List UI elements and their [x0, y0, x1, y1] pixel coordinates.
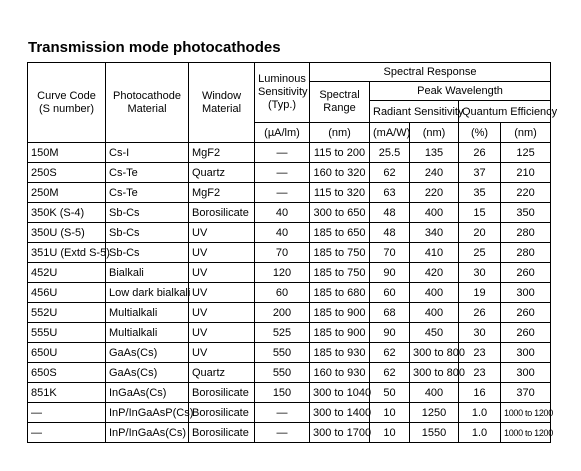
table-row	[28, 243, 551, 263]
table-row	[28, 383, 551, 403]
cell-window-material: MgF2	[189, 143, 255, 163]
cell-qe-peak-wavelength: 220	[501, 183, 551, 203]
cell-rs-peak-wavelength: 300 to 800	[410, 343, 459, 363]
cell-spectral-range: 160 to 930	[310, 363, 370, 383]
header-qe-unit-nm: (nm)	[501, 123, 551, 143]
cell-luminous-sensitivity: 200	[255, 303, 310, 323]
cell-quantum-efficiency: 23	[459, 363, 501, 383]
cell-curve-code: —	[28, 423, 106, 443]
cell-spectral-range: 185 to 750	[310, 263, 370, 283]
cell-curve-code: 552U	[28, 303, 106, 323]
cell-radiant-sensitivity: 70	[370, 243, 410, 263]
cell-spectral-range: 115 to 320	[310, 183, 370, 203]
cell-spectral-range: 115 to 200	[310, 143, 370, 163]
cell-qe-peak-wavelength: 260	[501, 303, 551, 323]
cell-window-material: Borosilicate	[189, 203, 255, 223]
cell-quantum-efficiency: 19	[459, 283, 501, 303]
cell-spectral-range: 300 to 1040	[310, 383, 370, 403]
cell-qe-peak-wavelength: 300	[501, 363, 551, 383]
cell-qe-peak-wavelength: 125	[501, 143, 551, 163]
cell-rs-peak-wavelength: 450	[410, 323, 459, 343]
cell-photocathode-material: Sb-Cs	[106, 243, 189, 263]
cell-radiant-sensitivity: 68	[370, 303, 410, 323]
cell-qe-peak-wavelength: 350	[501, 203, 551, 223]
cell-window-material: Borosilicate	[189, 383, 255, 403]
cell-qe-peak-wavelength: 280	[501, 243, 551, 263]
cell-luminous-sensitivity: 120	[255, 263, 310, 283]
cell-qe-peak-wavelength: 260	[501, 323, 551, 343]
cell-rs-peak-wavelength: 400	[410, 303, 459, 323]
header-spectral-response: Spectral Response	[310, 63, 551, 82]
cell-spectral-range: 185 to 900	[310, 303, 370, 323]
cell-spectral-range: 185 to 900	[310, 323, 370, 343]
cell-photocathode-material: Multialkali	[106, 323, 189, 343]
table-body	[28, 143, 551, 443]
cell-quantum-efficiency: 30	[459, 263, 501, 283]
cell-photocathode-material: Multialkali	[106, 303, 189, 323]
cell-window-material: Borosilicate	[189, 403, 255, 423]
cell-spectral-range: 185 to 650	[310, 223, 370, 243]
table-row	[28, 183, 551, 203]
cell-curve-code: 452U	[28, 263, 106, 283]
cell-curve-code: 351U (Extd S-5)	[28, 243, 106, 263]
cell-radiant-sensitivity: 90	[370, 263, 410, 283]
cell-luminous-sensitivity: 70	[255, 243, 310, 263]
table-row	[28, 263, 551, 283]
cell-quantum-efficiency: 35	[459, 183, 501, 203]
cell-photocathode-material: InP/InGaAs(Cs)	[106, 423, 189, 443]
cell-quantum-efficiency: 26	[459, 303, 501, 323]
cell-spectral-range: 300 to 1700	[310, 423, 370, 443]
cell-qe-peak-wavelength: 300	[501, 283, 551, 303]
header-radiant-sensitivity: Radiant Sensitivity	[370, 101, 459, 123]
cell-rs-peak-wavelength: 1550	[410, 423, 459, 443]
cell-radiant-sensitivity: 10	[370, 423, 410, 443]
cell-qe-peak-wavelength: 260	[501, 263, 551, 283]
cell-radiant-sensitivity: 50	[370, 383, 410, 403]
cell-luminous-sensitivity: 40	[255, 223, 310, 243]
cell-window-material: UV	[189, 303, 255, 323]
cell-curve-code: 650U	[28, 343, 106, 363]
cell-quantum-efficiency: 1.0	[459, 423, 501, 443]
cell-radiant-sensitivity: 90	[370, 323, 410, 343]
cell-window-material: UV	[189, 243, 255, 263]
cell-window-material: UV	[189, 283, 255, 303]
cell-radiant-sensitivity: 62	[370, 363, 410, 383]
cell-quantum-efficiency: 16	[459, 383, 501, 403]
cell-quantum-efficiency: 15	[459, 203, 501, 223]
cell-spectral-range: 185 to 680	[310, 283, 370, 303]
cell-quantum-efficiency: 25	[459, 243, 501, 263]
cell-photocathode-material: Low dark bialkali	[106, 283, 189, 303]
header-rs-unit-nm: (nm)	[410, 123, 459, 143]
cell-photocathode-material: Sb-Cs	[106, 223, 189, 243]
cell-radiant-sensitivity: 48	[370, 203, 410, 223]
cell-curve-code: 851K	[28, 383, 106, 403]
page-title: Transmission mode photocathodes	[28, 39, 281, 56]
header-luminous-sensitivity: Luminous Sensitivity (Typ.)	[255, 63, 310, 123]
cell-quantum-efficiency: 30	[459, 323, 501, 343]
table-row	[28, 223, 551, 243]
cell-rs-peak-wavelength: 400	[410, 203, 459, 223]
table-row	[28, 363, 551, 383]
header-photocathode-material: Photocathode Material	[106, 63, 189, 143]
cell-curve-code: 250M	[28, 183, 106, 203]
cell-qe-peak-wavelength: 210	[501, 163, 551, 183]
cell-luminous-sensitivity: —	[255, 143, 310, 163]
cell-rs-peak-wavelength: 240	[410, 163, 459, 183]
cell-radiant-sensitivity: 62	[370, 343, 410, 363]
cell-rs-peak-wavelength: 1250	[410, 403, 459, 423]
header-peak-wavelength: Peak Wavelength	[370, 82, 551, 101]
cell-photocathode-material: Cs-I	[106, 143, 189, 163]
cell-photocathode-material: Sb-Cs	[106, 203, 189, 223]
header-rs-unit-ma-w: (mA/W)	[370, 123, 410, 143]
cell-rs-peak-wavelength: 220	[410, 183, 459, 203]
cell-spectral-range: 300 to 1400	[310, 403, 370, 423]
cell-curve-code: 555U	[28, 323, 106, 343]
cell-photocathode-material: InGaAs(Cs)	[106, 383, 189, 403]
cell-luminous-sensitivity: —	[255, 423, 310, 443]
cell-luminous-sensitivity: 60	[255, 283, 310, 303]
cell-spectral-range: 185 to 750	[310, 243, 370, 263]
header-qe-unit-percent: (%)	[459, 123, 501, 143]
cell-photocathode-material: InP/InGaAsP(Cs)	[106, 403, 189, 423]
cell-photocathode-material: Bialkali	[106, 263, 189, 283]
cell-luminous-sensitivity: —	[255, 183, 310, 203]
cell-rs-peak-wavelength: 300 to 800	[410, 363, 459, 383]
header-spectral-range-unit: (nm)	[310, 123, 370, 143]
cell-quantum-efficiency: 20	[459, 223, 501, 243]
table-row	[28, 303, 551, 323]
cell-radiant-sensitivity: 60	[370, 283, 410, 303]
cell-window-material: Quartz	[189, 163, 255, 183]
cell-window-material: MgF2	[189, 183, 255, 203]
cell-window-material: UV	[189, 263, 255, 283]
cell-qe-peak-wavelength: 370	[501, 383, 551, 403]
cell-curve-code: —	[28, 403, 106, 423]
cell-rs-peak-wavelength: 420	[410, 263, 459, 283]
table-row	[28, 423, 551, 443]
cell-luminous-sensitivity: 40	[255, 203, 310, 223]
cell-window-material: UV	[189, 343, 255, 363]
cell-quantum-efficiency: 26	[459, 143, 501, 163]
cell-luminous-sensitivity: 550	[255, 363, 310, 383]
header-luminous-unit: (µA/lm)	[255, 123, 310, 143]
cell-window-material: Quartz	[189, 363, 255, 383]
cell-luminous-sensitivity: 550	[255, 343, 310, 363]
cell-curve-code: 250S	[28, 163, 106, 183]
table-row	[28, 283, 551, 303]
table-row	[28, 343, 551, 363]
table-row	[28, 143, 551, 163]
table-row	[28, 163, 551, 183]
cell-spectral-range: 300 to 650	[310, 203, 370, 223]
cell-curve-code: 350U (S-5)	[28, 223, 106, 243]
cell-quantum-efficiency: 37	[459, 163, 501, 183]
cell-curve-code: 150M	[28, 143, 106, 163]
cell-photocathode-material: Cs-Te	[106, 183, 189, 203]
cell-photocathode-material: GaAs(Cs)	[106, 363, 189, 383]
cell-qe-peak-wavelength: 1000 to 1200	[501, 423, 551, 443]
header-quantum-efficiency: Quantum Efficiency	[459, 101, 551, 123]
cell-radiant-sensitivity: 48	[370, 223, 410, 243]
cell-rs-peak-wavelength: 135	[410, 143, 459, 163]
cell-rs-peak-wavelength: 400	[410, 383, 459, 403]
photocathode-table	[27, 62, 558, 443]
cell-rs-peak-wavelength: 400	[410, 283, 459, 303]
cell-radiant-sensitivity: 63	[370, 183, 410, 203]
cell-spectral-range: 160 to 320	[310, 163, 370, 183]
cell-quantum-efficiency: 1.0	[459, 403, 501, 423]
cell-qe-peak-wavelength: 280	[501, 223, 551, 243]
cell-radiant-sensitivity: 62	[370, 163, 410, 183]
cell-photocathode-material: GaAs(Cs)	[106, 343, 189, 363]
cell-rs-peak-wavelength: 340	[410, 223, 459, 243]
cell-rs-peak-wavelength: 410	[410, 243, 459, 263]
cell-qe-peak-wavelength: 300	[501, 343, 551, 363]
cell-luminous-sensitivity: —	[255, 403, 310, 423]
cell-photocathode-material: Cs-Te	[106, 163, 189, 183]
table-row	[28, 403, 551, 423]
table-row	[28, 323, 551, 343]
cell-quantum-efficiency: 23	[459, 343, 501, 363]
cell-curve-code: 456U	[28, 283, 106, 303]
cell-radiant-sensitivity: 10	[370, 403, 410, 423]
cell-qe-peak-wavelength: 1000 to 1200	[501, 403, 551, 423]
cell-curve-code: 350K (S-4)	[28, 203, 106, 223]
cell-spectral-range: 185 to 930	[310, 343, 370, 363]
cell-radiant-sensitivity: 25.5	[370, 143, 410, 163]
cell-curve-code: 650S	[28, 363, 106, 383]
cell-window-material: UV	[189, 323, 255, 343]
cell-luminous-sensitivity: 525	[255, 323, 310, 343]
header-curve-code: Curve Code (S number)	[28, 63, 106, 143]
header-window-material: Window Material	[189, 63, 255, 143]
table-row	[28, 203, 551, 223]
cell-luminous-sensitivity: —	[255, 163, 310, 183]
header-spectral-range: Spectral Range	[310, 82, 370, 123]
cell-window-material: Borosilicate	[189, 423, 255, 443]
cell-window-material: UV	[189, 223, 255, 243]
cell-luminous-sensitivity: 150	[255, 383, 310, 403]
